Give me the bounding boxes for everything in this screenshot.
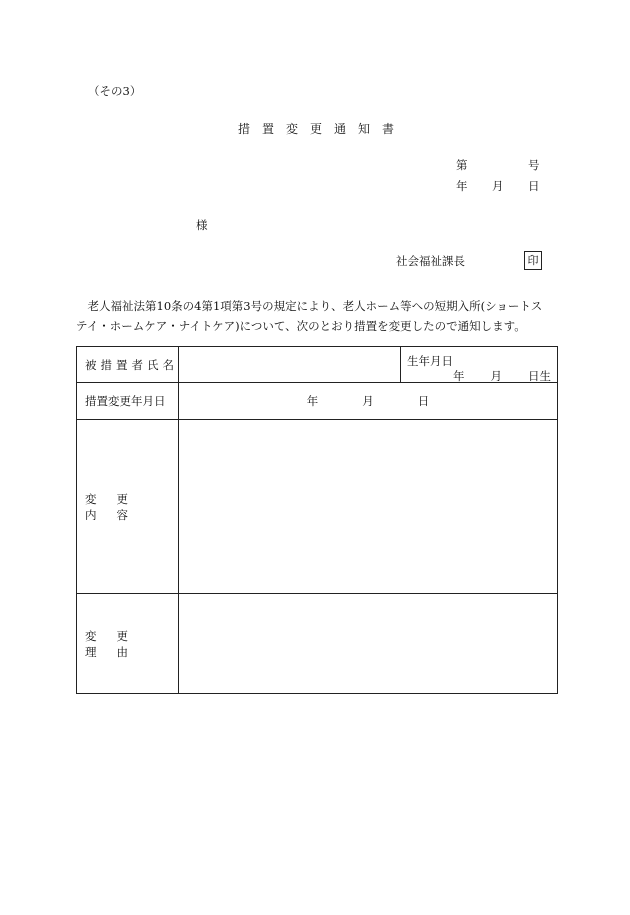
- number-suffix: 号: [528, 158, 540, 172]
- seal-stamp: 印: [524, 251, 542, 270]
- table-row: [77, 594, 558, 694]
- table-row: [77, 347, 558, 383]
- change-date-day: 日: [417, 394, 430, 408]
- issue-date-day: 日: [528, 179, 540, 193]
- document-title: 措 置 変 更 通 知 書: [238, 122, 395, 136]
- change-date-year: 年: [306, 394, 319, 408]
- change-date-label: 措置変更年月日: [77, 383, 179, 420]
- notice-body-line-2: テイ・ホームケア・ナイトケア)について、次のとおり措置を変更したので通知します。: [76, 319, 526, 333]
- issue-date-month: 月: [492, 179, 504, 193]
- date-of-birth-date: [453, 368, 551, 384]
- change-reason-field[interactable]: [179, 594, 558, 694]
- change-content-label: 変更内容: [77, 420, 179, 594]
- change-date-field[interactable]: [179, 383, 558, 420]
- table-row: [77, 420, 558, 594]
- notice-body: [76, 296, 556, 336]
- date-of-birth-label: 生年月日: [407, 354, 453, 368]
- change-reason-label: 変更理由: [77, 594, 179, 694]
- date-of-birth-field[interactable]: [401, 347, 558, 383]
- dob-month: 月: [490, 369, 502, 383]
- dob-year: 年: [453, 369, 465, 383]
- notice-body-line-1: 老人福祉法第10条の4第1項第3号の規定により、老人ホーム等への短期入所(ショートス: [76, 299, 543, 313]
- dob-day: 日生: [528, 369, 551, 383]
- number-prefix: 第: [456, 158, 468, 172]
- name-field[interactable]: [179, 347, 401, 383]
- addressee-honorific: 様: [196, 218, 208, 232]
- sender-title: 社会福祉課長: [396, 254, 465, 268]
- notice-table: [76, 346, 558, 694]
- table-row: [77, 383, 558, 420]
- issue-date-year: 年: [456, 179, 468, 193]
- name-label: 被措置者氏名: [77, 347, 179, 383]
- form-number: （その3）: [88, 84, 142, 98]
- change-date-month: 月: [362, 394, 374, 408]
- change-content-field[interactable]: [179, 420, 558, 594]
